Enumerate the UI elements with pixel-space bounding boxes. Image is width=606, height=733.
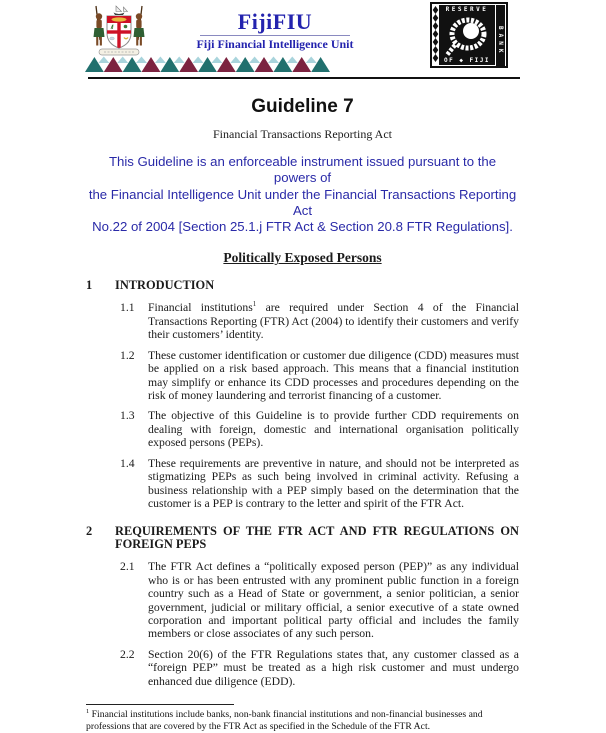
paragraph-2-1: [120, 560, 519, 641]
paragraph-number: 1.2: [120, 348, 135, 362]
notice-line: the Financial Intelligence Unit under the Financial Transactions Reporting Act: [88, 186, 517, 218]
org-title: FijiFIU: [237, 9, 313, 34]
footnote-text: [86, 709, 523, 732]
paragraph-number: 2.1: [120, 560, 135, 574]
stamp-text-bank: BANK: [496, 5, 505, 67]
paragraph-text: These requirements are preventive in nature, and should not be interpreted as stigmatizing PEPs as such being involved in criminal activity. Refusing a business relationship with a PEP simply based on the determination that the customer is a PEP is contrary to the letter and spirit of the FTR Act.: [148, 456, 519, 511]
footnote-divider: [86, 704, 234, 705]
stamp-perforation-decoration: [432, 4, 439, 66]
notice-line: This Guideline is an enforceable instrument issued pursuant to the powers of: [108, 154, 497, 186]
paragraph-number: 1.1: [120, 301, 135, 315]
brand-block: [196, 10, 354, 51]
section-title: REQUIREMENTS OF THE FTR ACT AND FTR REGULATIONS ON FOREIGN PEPS: [115, 523, 519, 552]
section-number: 1: [86, 278, 93, 293]
brand-divider: [200, 35, 350, 36]
paragraph-number: 2.2: [120, 647, 135, 661]
paragraph-number: 1.4: [120, 456, 135, 470]
document-title: Guideline 7: [251, 96, 354, 117]
document-subtitle: Financial Transactions Reporting Act: [213, 127, 392, 141]
stamp-text-of-fiji: OF ◆ FIJI: [439, 56, 495, 65]
footnote-body: Financial institutions include banks, non-bank financial institutions and non-financial businesses and professions that are covered by the FTR Act as specified in the Schedule of the FTR Act.: [86, 709, 483, 732]
footnote: [86, 704, 523, 732]
paragraph-2-2: [120, 648, 519, 688]
triangle-border-decoration: [85, 55, 330, 72]
footnote-marker: 1: [86, 707, 90, 715]
header-divider: [88, 77, 520, 79]
paragraph-1-1: [120, 301, 519, 341]
paragraph-text: [148, 301, 519, 341]
paragraph-text: These customer identification or customer due diligence (CDD) measures must be applied on a risk based approach. This means that a financial institution may simplify or enhance its CDD processes and procedures depending on the risk of money laundering and terrorist financing of a customer.: [148, 348, 519, 402]
paragraph-text-post: are required under Section 4 of the Financial Transactions Reporting (FTR) Act (2004) to identify their customers and verify their customers’ identity.: [148, 301, 519, 342]
document-heading: Politically Exposed Persons: [223, 250, 382, 266]
fiji-coat-of-arms-logo: [90, 4, 148, 61]
paragraph-1-3: [120, 409, 519, 449]
paragraph-text-pre: Financial institutions: [148, 301, 253, 315]
org-subtitle: Fiji Financial Intelligence Unit: [196, 37, 354, 51]
section-1-heading: [86, 279, 519, 293]
paragraph-1-2: [120, 349, 519, 403]
paragraph-1-4: [120, 457, 519, 511]
section-2-heading: [86, 525, 519, 553]
footnote-reference: 1: [252, 300, 257, 309]
stamp-text-reserve: RESERVE: [439, 5, 495, 14]
paragraph-text: Section 20(6) of the FTR Regulations states that, any customer classed as a “foreign PEP” must be treated as a high risk customer and must undergo enhanced due diligence (EDD).: [148, 647, 519, 688]
section-title: INTRODUCTION: [115, 278, 215, 293]
paragraph-number: 1.3: [120, 409, 135, 423]
stamp-tabua-emblem: [439, 14, 495, 58]
paragraph-text: The FTR Act defines a “politically exposed person (PEP)” as any individual who is or has been entrusted with any prominent public function in a foreign country such as a Head of State or government, a senior politician, a senior government, judicial or military official, a senior executive of a state owned corporation and important political party official and includes the family members or close associates of any such person.: [148, 560, 519, 641]
notice-line: No.22 of 2004 [Section 25.1.j FTR Act & Section 20.8 FTR Regulations].: [92, 219, 513, 235]
paragraph-text: The objective of this Guideline is to provide further CDD requirements on dealing with foreign, domestic and international organisation politically exposed persons (PEPs).: [148, 409, 519, 450]
enforceability-notice: [86, 154, 519, 235]
document-content: [86, 96, 519, 695]
section-number: 2: [86, 523, 93, 538]
reserve-bank-of-fiji-stamp: [430, 2, 508, 68]
tabua-icon: [439, 14, 495, 58]
